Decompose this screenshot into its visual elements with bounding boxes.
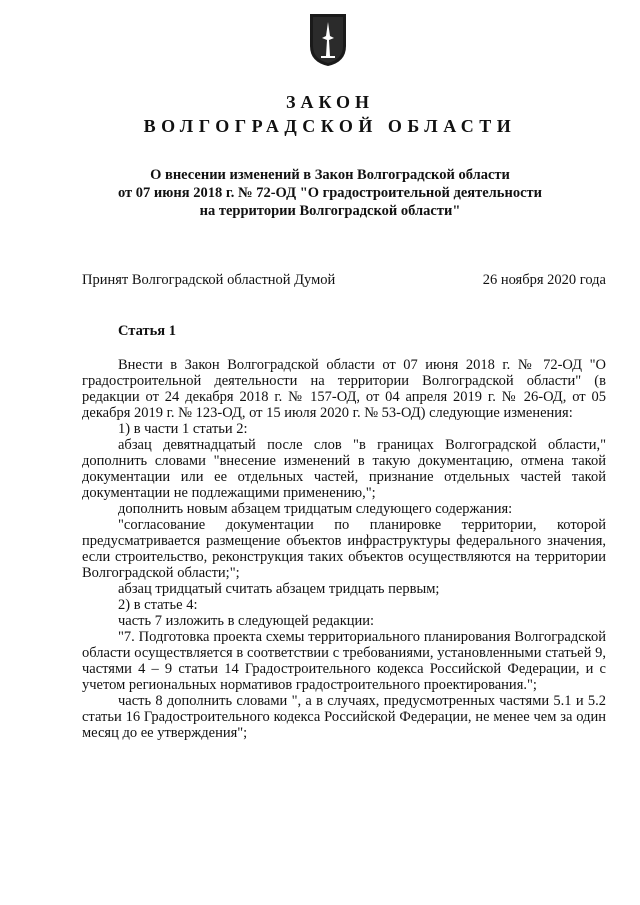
adopted-by: Принят Волгоградской областной Думой <box>82 272 336 288</box>
paragraph: 1) в части 1 статьи 2: <box>118 421 248 437</box>
paragraph: Внести в Закон Волгоградской области от 07 июня 2018 г. № 72-ОД "О градостроительной деятельности на территории Волгоградской области" (в редакции от 24 декабря 2018 г. № 157-ОД, от 04 апреля 2019 г. № 26-ОД, от 05 декабря 2019 г. № 123-ОД, от 15 июля 2020 г. № 53-ОД) следующие изменения: <box>82 357 606 421</box>
law-region-title: ВОЛГОГРАДСКОЙ ОБЛАСТИ <box>143 116 517 136</box>
subject-line: от 07 июня 2018 г. № 72-ОД "О градостроительной деятельности <box>118 185 542 201</box>
paragraph: часть 8 дополнить словами ", а в случаях, предусмотренных частями 5.1 и 5.2 статьи 16 Градостроительного кодекса Российской Федерации, не менее чем за один месяц до ее утверждения"; <box>82 693 606 741</box>
adoption-date: 26 ноября 2020 года <box>482 272 606 288</box>
paragraph: дополнить новым абзацем тридцатым следующего содержания: <box>118 501 513 517</box>
paragraph: "7. Подготовка проекта схемы территориального планирования Волгоградской области осуществляется в соответствии с требованиями, установленными статьей 9, частями 4 – 9 статьи 14 Градостроительного кодекса Российской Федерации, и с учетом региональных нормативов градостроительного проектирования."; <box>82 629 606 693</box>
law-title: ЗАКОН <box>285 92 375 112</box>
subject-line: О внесении изменений в Закон Волгоградской области <box>150 167 510 183</box>
article-title: Статья 1 <box>118 323 176 339</box>
paragraph: 2) в статье 4: <box>118 597 198 613</box>
paragraph: часть 7 изложить в следующей редакции: <box>118 613 375 629</box>
paragraph: абзац тридцатый считать абзацем тридцать первым; <box>118 581 440 597</box>
coat-of-arms-icon <box>308 12 348 68</box>
paragraph: абзац девятнадцатый после слов "в границах Волгоградской области," дополнить словами "внесение изменений в такую документацию, отмена такой документации или ее отдельных частей, признание отдельных частей такой документации не подлежащими применению,"; <box>82 437 606 501</box>
law-subject <box>100 166 560 220</box>
article-body <box>82 357 606 741</box>
paragraph: "согласование документации по планировке территории, которой предусматривается размещение объектов инфраструктуры федерального значения, если строительство, реконструкция таких объектов осуществляются на территории Волгоградской области;"; <box>82 517 606 581</box>
subject-line: на территории Волгоградской области" <box>199 203 461 219</box>
